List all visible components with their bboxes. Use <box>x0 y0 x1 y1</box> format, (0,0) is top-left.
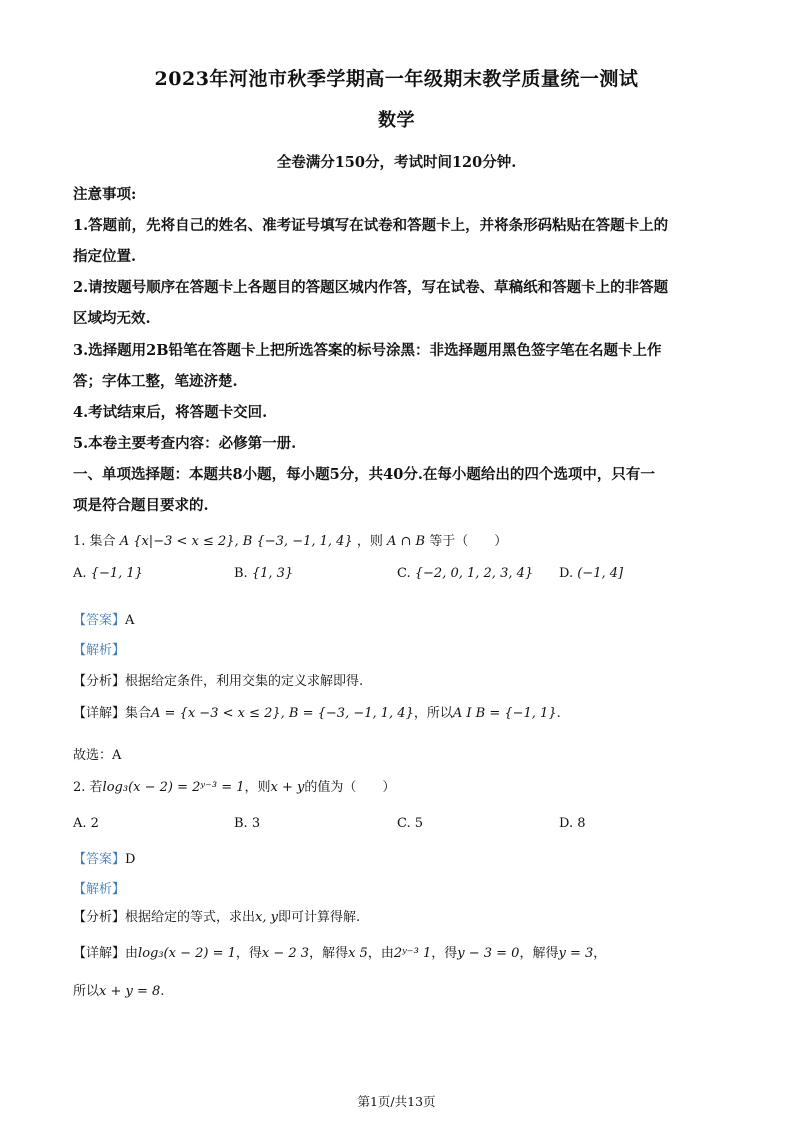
question-1-stem: 1. 集合 A {x|−3 < x ≤ 2}, B {−3, −1, 1, 4} ，则 A ∩ B 等于（ ） <box>73 534 508 549</box>
option: B. {1, 3} <box>234 566 294 581</box>
math-expression: A {x|−3 < x ≤ 2}, B {−3, −1, 1, 4} <box>119 534 353 549</box>
math-expression: x + y <box>270 780 305 795</box>
option: A. 2 <box>73 816 99 831</box>
exam-title: 2023年河池市秋季学期高一年级期末教学质量统一测试 <box>154 68 639 90</box>
notice-line: 4.考试结束后，将答题卡交回. <box>73 404 268 421</box>
option: C. {−2, 0, 1, 2, 3, 4} <box>397 566 534 581</box>
xiangjie-line: 【详解】集合A = {x −3 < x ≤ 2}, B = {−3, −1, 1, 4}，所以A I B = {−1, 1}. <box>73 706 561 721</box>
option: B. 3 <box>234 816 261 831</box>
section-heading: 一、单项选择题：本题共8小题，每小题5分，共40分.在每小题给出的四个选项中，只有一 <box>73 466 655 483</box>
fenxi-line: 【分析】根据给定条件，利用交集的定义求解即得. <box>73 674 364 689</box>
notice-line: 2.请按题号顺序在答题卡上各题目的答题区城内作答，写在试卷、草稿纸和答题卡上的非答题 <box>73 279 669 296</box>
notice-line: 3.选择题用2B铅笔在答题卡上把所选答案的标号涂黑：非选择题用黑色签字笔在名题卡上作 <box>73 342 662 359</box>
answer-line: 【答案】A <box>73 613 135 628</box>
page-footer: 第1页/共13页 <box>357 1094 436 1109</box>
notice-line: 1.答题前，先将自己的姓名、准考证号填写在试卷和答题卡上，并将条形码粘贴在答题卡上的 <box>73 217 669 234</box>
math-expression: A I B = {−1, 1} <box>452 706 557 721</box>
math-expression: x + y = 8 <box>99 984 161 999</box>
option: D. (−1, 4] <box>559 566 624 581</box>
notice-line: 5.本卷主要考查内容：必修第一册. <box>73 435 297 452</box>
conclusion-line: 所以x + y = 8. <box>73 984 165 999</box>
answer-tag: 【答案】 <box>73 852 126 867</box>
section-heading: 项是符合题目要求的. <box>73 497 209 514</box>
notice-line: 答；字体工整，笔迹济楚. <box>73 373 238 390</box>
subject-title: 数学 <box>378 110 415 131</box>
answer-line: 【答案】D <box>73 852 136 867</box>
math-expression: A ∩ B <box>387 534 426 549</box>
math-expression: x, y <box>255 910 278 925</box>
notice-line: 指定位置. <box>73 248 137 265</box>
notice-line: 区域均无效. <box>73 310 151 327</box>
option: D. 8 <box>559 816 586 831</box>
math-expression: log₃(x − 2) = 2ʸ⁻³ = 1 <box>102 780 245 795</box>
analysis-tag: 【解析】 <box>73 643 126 658</box>
option: C. 5 <box>397 816 424 831</box>
option: A. {−1, 1} <box>73 566 143 581</box>
notice-heading: 注意事项: <box>73 186 137 203</box>
choose-line: 故选：A <box>73 748 122 763</box>
math-expression: A = {x −3 < x ≤ 2}, B = {−3, −1, 1, 4} <box>151 706 414 721</box>
exam-info: 全卷满分150分，考试时间120分钟. <box>276 154 517 171</box>
answer-tag: 【答案】 <box>73 613 126 628</box>
fenxi-line: 【分析】根据给定的等式，求出x, y即可计算得解. <box>73 910 361 925</box>
question-2-stem: 2. 若log₃(x − 2) = 2ʸ⁻³ = 1，则x + y的值为（ ） <box>73 780 396 795</box>
xiangjie-line: 【详解】由log₃(x − 2) = 1，得x − 2 3，解得x 5，由2ʸ⁻³ 1，得y − 3 = 0，解得y = 3， <box>73 946 607 961</box>
analysis-tag: 【解析】 <box>73 882 126 897</box>
